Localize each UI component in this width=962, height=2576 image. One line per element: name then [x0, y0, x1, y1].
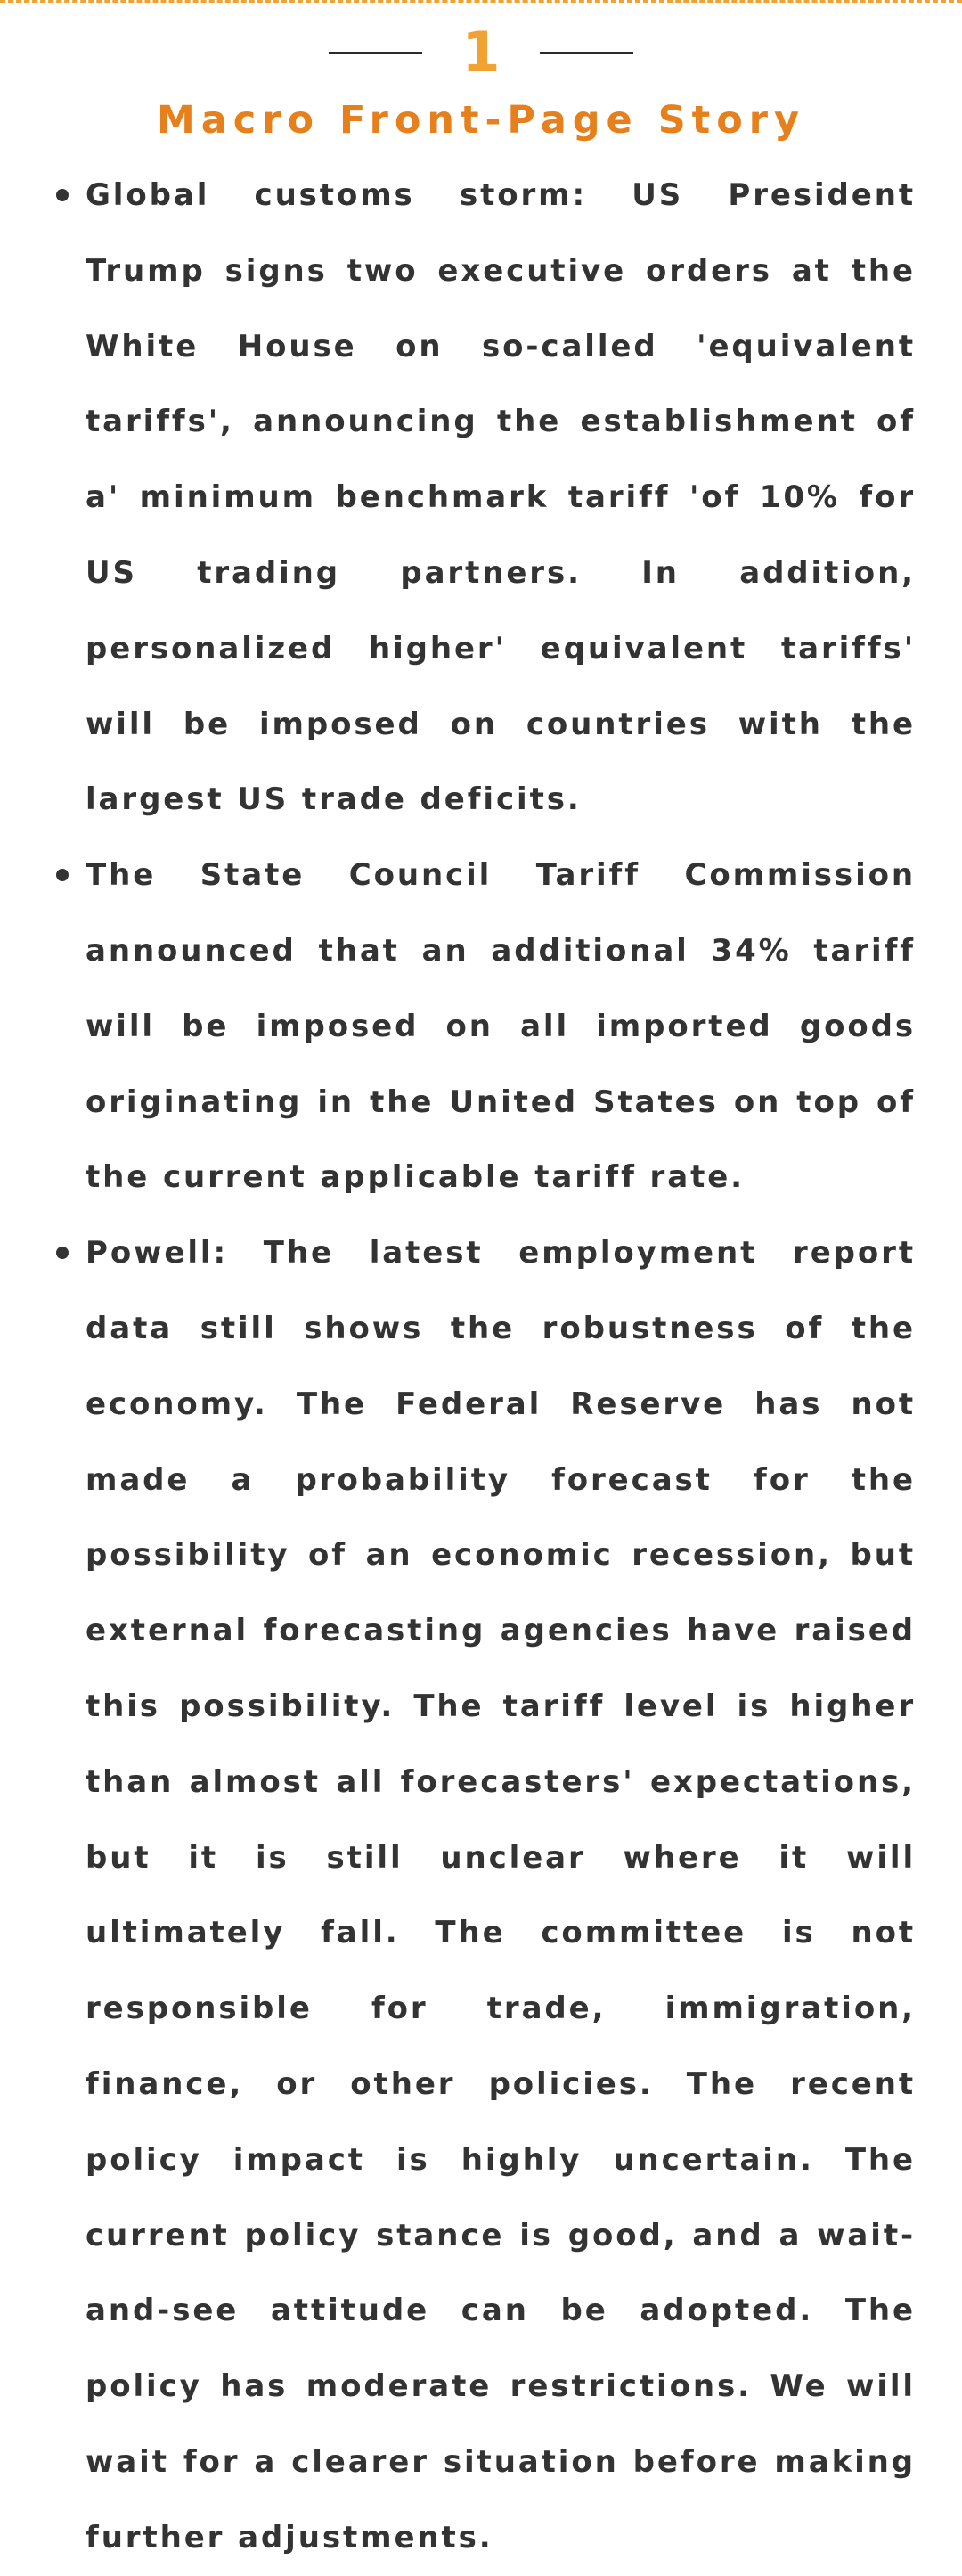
news-item-text: Global customs storm: US President Trump signs two executive orders at the White House on so-called 'equivalent tariffs', announcing the establishment of a' minimum benchmark tariff 'of 10% for US trading partners. In addition, personalized higher' equivalent tariffs' will be imposed on countries with the largest US trade deficits. [86, 177, 916, 818]
news-item-text: Powell: The latest employment report data still shows the robustness of the economy. The Federal Reserve has not made a probability forecast for the possibility of an economic recession, but external forecasting agencies have raised this possibility. The tariff level is higher than almost all forecasters' expectations, but it is still unclear where it will ultimately fall. The committee is not responsible for trade, immigration, finance, or other policies. The recent policy impact is highly uncertain. The current policy stance is good, and a wait-and-see attitude can be adopted. The policy has moderate restrictions. We will wait for a clearer situation before making further adjustments. [86, 1235, 916, 2556]
news-list [0, 158, 962, 2576]
news-item-global-customs-storm [86, 158, 916, 838]
top-dashed-border [0, 0, 962, 3]
section-number: 1 [461, 20, 501, 85]
bullet-icon [56, 1247, 69, 1259]
news-item-text: The State Council Tariff Commission announced that an additional 34% tariff will be imposed on all imported goods originating in the United States on top of the current applicable tariff rate. [86, 857, 916, 1196]
section-number-row [0, 18, 962, 87]
section-header [0, 18, 962, 168]
news-item-powell [86, 1215, 916, 2575]
bullet-icon [56, 869, 69, 881]
right-rule-line [540, 52, 633, 54]
left-rule-line [329, 52, 422, 54]
section-title: Macro Front-Page Story [157, 98, 805, 143]
bullet-icon [56, 189, 69, 201]
news-item-tariff-commission [86, 838, 916, 1215]
